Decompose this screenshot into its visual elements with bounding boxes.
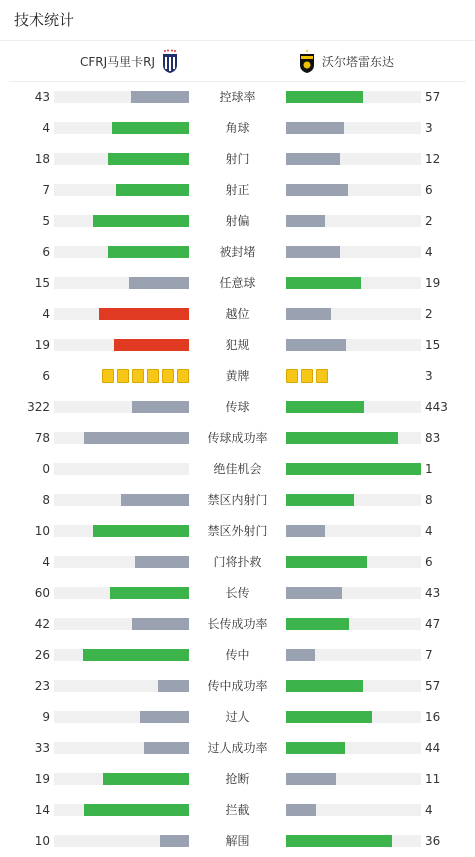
away-value: 47: [425, 617, 441, 631]
home-value: 6: [42, 369, 50, 383]
stat-row: [0, 330, 475, 361]
away-bar-fill: [286, 463, 421, 475]
stat-label: 传球: [225, 400, 250, 414]
home-value: 0: [42, 462, 50, 476]
stat-row: [0, 454, 475, 485]
home-bar: [54, 494, 189, 506]
home-bar: [54, 773, 189, 785]
away-bar: [286, 804, 421, 816]
home-bar: [54, 246, 189, 258]
away-value: 8: [425, 493, 433, 507]
stat-row: [0, 733, 475, 764]
stat-label: 任意球: [219, 276, 256, 290]
yellow-card-icon: [162, 369, 174, 383]
home-value: 15: [34, 276, 50, 290]
away-value: 4: [425, 524, 433, 538]
away-bar-fill: [286, 308, 331, 320]
stat-label: 角球: [225, 121, 250, 135]
home-value: 6: [42, 245, 50, 259]
stat-row: [0, 82, 475, 113]
home-team[interactable]: [80, 41, 185, 81]
home-value: 7: [42, 183, 50, 197]
away-bar: [286, 401, 421, 413]
stat-row: [0, 175, 475, 206]
stat-row: [0, 640, 475, 671]
away-value: 15: [425, 338, 441, 352]
stat-label: 禁区内射门: [207, 493, 268, 507]
stat-row: [0, 578, 475, 609]
home-bar-fill: [108, 153, 189, 165]
away-bar-fill: [286, 804, 316, 816]
away-bar: [286, 153, 421, 165]
home-bar: [54, 184, 189, 196]
away-value: 36: [425, 834, 441, 848]
home-bar-fill: [93, 215, 189, 227]
home-value: 10: [34, 524, 50, 538]
stat-row: [0, 826, 475, 857]
stat-label: 射门: [225, 152, 250, 166]
stat-row: [0, 237, 475, 268]
home-team-logo-icon: [161, 48, 179, 74]
away-bar: [286, 277, 421, 289]
home-bar: [54, 215, 189, 227]
away-team-name: 沃尔塔雷东达: [322, 54, 395, 69]
away-bar-fill: [286, 494, 354, 506]
home-bar-fill: [114, 339, 189, 351]
away-bar-fill: [286, 835, 392, 847]
away-bar-fill: [286, 339, 346, 351]
away-bar: [286, 184, 421, 196]
away-bar: [286, 618, 421, 630]
away-bar-fill: [286, 587, 342, 599]
home-bar-fill: [84, 804, 189, 816]
away-value: 3: [425, 369, 433, 383]
away-bar-fill: [286, 122, 344, 134]
home-bar: [54, 556, 189, 568]
away-value: 2: [425, 214, 433, 228]
stat-label: 长传成功率: [207, 617, 268, 631]
away-value: 43: [425, 586, 441, 600]
stat-row: [0, 485, 475, 516]
home-bar-fill: [158, 680, 189, 692]
away-value: 11: [425, 772, 441, 786]
away-bar: [286, 308, 421, 320]
home-bar-fill: [108, 246, 189, 258]
home-bar-fill: [140, 711, 189, 723]
away-bar: [286, 587, 421, 599]
home-bar-fill: [103, 773, 189, 785]
home-bar-fill: [116, 184, 189, 196]
home-value: 42: [34, 617, 50, 631]
away-bar-fill: [286, 711, 372, 723]
away-bar: [286, 773, 421, 785]
away-bar: [286, 711, 421, 723]
home-bar-fill: [121, 494, 189, 506]
stat-label: 黄牌: [225, 369, 250, 383]
away-bar: [286, 494, 421, 506]
away-bar-fill: [286, 91, 363, 103]
yellow-card-icon: [316, 369, 328, 383]
away-value: 57: [425, 90, 441, 104]
home-bar: [54, 339, 189, 351]
teams-row: [9, 41, 466, 82]
away-bar-fill: [286, 432, 398, 444]
away-bar: [286, 835, 421, 847]
away-team[interactable]: [292, 41, 394, 81]
away-value: 16: [425, 710, 441, 724]
home-bar: [54, 122, 189, 134]
away-bar-fill: [286, 649, 315, 661]
stat-label: 射正: [225, 183, 250, 197]
away-value: 57: [425, 679, 441, 693]
away-value: 44: [425, 741, 441, 755]
away-value: 4: [425, 245, 433, 259]
home-bar-fill: [131, 91, 189, 103]
home-bar-fill: [83, 649, 189, 661]
home-value: 26: [34, 648, 50, 662]
stat-label: 射偏: [225, 214, 250, 228]
home-value: 322: [27, 400, 50, 414]
yellow-card-icon: [102, 369, 114, 383]
stat-label: 传球成功率: [207, 431, 268, 445]
home-value: 9: [42, 710, 50, 724]
home-bar: [54, 649, 189, 661]
away-bar: [286, 91, 421, 103]
away-value: 3: [425, 121, 433, 135]
stat-label: 越位: [225, 307, 250, 321]
stat-label: 长传: [225, 586, 250, 600]
home-value: 43: [34, 90, 50, 104]
stat-label: 犯规: [225, 338, 250, 352]
home-bar-fill: [132, 618, 189, 630]
stat-label: 过人成功率: [207, 741, 268, 755]
stat-label: 过人: [225, 710, 250, 724]
away-bar: [286, 680, 421, 692]
home-bar: [54, 618, 189, 630]
away-value: 6: [425, 555, 433, 569]
home-bar: [54, 91, 189, 103]
home-bar: [54, 711, 189, 723]
section-header: [0, 0, 475, 41]
home-bar-fill: [93, 525, 189, 537]
home-value: 8: [42, 493, 50, 507]
away-bar-fill: [286, 401, 364, 413]
stat-row: [0, 299, 475, 330]
stat-row: [0, 113, 475, 144]
stat-row: [0, 702, 475, 733]
home-bar-fill: [132, 401, 189, 413]
home-value: 23: [34, 679, 50, 693]
home-bar: [54, 153, 189, 165]
away-bar: [286, 742, 421, 754]
stat-label: 被封堵: [219, 245, 256, 259]
stat-label: 绝佳机会: [213, 462, 262, 476]
away-bar: [286, 215, 421, 227]
stat-row: [0, 144, 475, 175]
section-title: 技术统计: [14, 11, 75, 29]
stat-row: [0, 361, 475, 392]
away-value: 4: [425, 803, 433, 817]
yellow-card-icon: [147, 369, 159, 383]
home-bar-fill: [144, 742, 189, 754]
stat-row: [0, 423, 475, 454]
home-bar: [54, 401, 189, 413]
away-bar-fill: [286, 184, 348, 196]
away-value: 1: [425, 462, 433, 476]
stat-row: [0, 392, 475, 423]
stat-row: [0, 206, 475, 237]
stat-row: [0, 609, 475, 640]
home-bar: [54, 835, 189, 847]
yellow-card-icon: [286, 369, 298, 383]
away-bar-fill: [286, 277, 361, 289]
away-bar-fill: [286, 215, 325, 227]
stat-label: 传中成功率: [207, 679, 268, 693]
yellow-card-icon: [177, 369, 189, 383]
away-value: 2: [425, 307, 433, 321]
away-value: 19: [425, 276, 441, 290]
home-bar: [54, 463, 189, 475]
away-bar: [286, 246, 421, 258]
away-yellow-cards: [286, 369, 328, 383]
home-bar: [54, 804, 189, 816]
stat-label: 控球率: [219, 90, 256, 104]
stat-label: 抢断: [225, 772, 250, 786]
away-team-logo-icon: [298, 48, 316, 74]
stat-row: [0, 268, 475, 299]
away-bar: [286, 432, 421, 444]
away-bar: [286, 525, 421, 537]
stat-label: 门将扑救: [213, 555, 262, 569]
away-bar: [286, 122, 421, 134]
home-value: 4: [42, 121, 50, 135]
home-bar: [54, 680, 189, 692]
home-value: 78: [34, 431, 50, 445]
home-bar: [54, 432, 189, 444]
home-bar-fill: [99, 308, 189, 320]
home-bar-fill: [135, 556, 189, 568]
home-value: 33: [34, 741, 50, 755]
away-bar-fill: [286, 153, 340, 165]
home-bar-fill: [84, 432, 189, 444]
stat-label: 拦截: [225, 803, 250, 817]
stats-list: [0, 82, 475, 857]
stat-row: [0, 547, 475, 578]
home-bar: [54, 308, 189, 320]
away-bar-fill: [286, 680, 363, 692]
stat-label: 传中: [225, 648, 250, 662]
away-value: 6: [425, 183, 433, 197]
away-bar: [286, 339, 421, 351]
away-value: 443: [425, 400, 448, 414]
away-bar-fill: [286, 618, 349, 630]
home-bar-fill: [112, 122, 189, 134]
home-value: 10: [34, 834, 50, 848]
yellow-card-icon: [301, 369, 313, 383]
stat-label: 禁区外射门: [207, 524, 268, 538]
home-bar-fill: [110, 587, 189, 599]
away-bar: [286, 463, 421, 475]
away-bar-fill: [286, 525, 325, 537]
home-team-name: CFRJ马里卡RJ: [80, 54, 156, 69]
home-yellow-cards: [102, 369, 189, 383]
stat-row: [0, 671, 475, 702]
yellow-card-icon: [132, 369, 144, 383]
home-value: 60: [34, 586, 50, 600]
home-value: 18: [34, 152, 50, 166]
away-bar-fill: [286, 246, 340, 258]
away-value: 83: [425, 431, 441, 445]
away-bar-fill: [286, 556, 367, 568]
home-bar: [54, 587, 189, 599]
away-bar-fill: [286, 773, 336, 785]
home-value: 14: [34, 803, 50, 817]
home-bar-fill: [129, 277, 189, 289]
home-bar: [54, 277, 189, 289]
away-bar: [286, 649, 421, 661]
home-value: 4: [42, 555, 50, 569]
home-bar: [54, 525, 189, 537]
stat-row: [0, 516, 475, 547]
home-bar: [54, 742, 189, 754]
away-bar-fill: [286, 742, 345, 754]
home-value: 4: [42, 307, 50, 321]
stat-label: 解围: [225, 834, 250, 848]
away-value: 12: [425, 152, 441, 166]
home-value: 5: [42, 214, 50, 228]
away-bar: [286, 556, 421, 568]
stat-row: [0, 795, 475, 826]
home-value: 19: [34, 338, 50, 352]
home-bar-fill: [160, 835, 189, 847]
away-value: 7: [425, 648, 433, 662]
yellow-card-icon: [117, 369, 129, 383]
stat-row: [0, 764, 475, 795]
home-value: 19: [34, 772, 50, 786]
